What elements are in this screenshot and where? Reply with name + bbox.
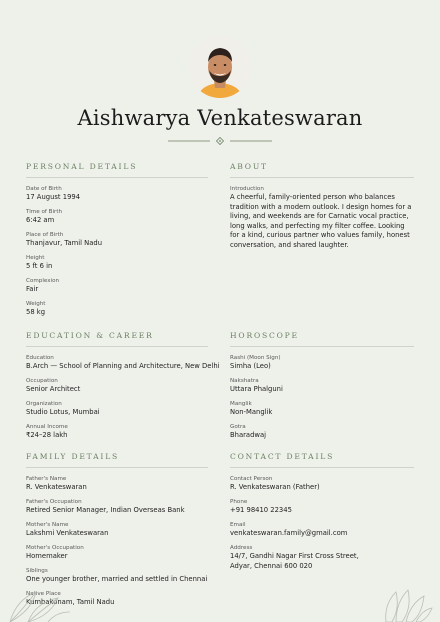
field-complexion: Complexion Fair <box>26 278 60 294</box>
field-organization: Organization Studio Lotus, Mumbai <box>26 401 100 417</box>
field-siblings: Siblings One younger brother, married and settled in Chennai <box>26 568 208 584</box>
field-date-of-birth: Date of Birth 17 August 1994 <box>26 186 81 201</box>
about-section <box>230 161 414 256</box>
field-weight: Weight 58 kg <box>26 301 46 317</box>
field-gotra: Gotra Bharadwaj <box>230 424 267 440</box>
field-occupation: Occupation Senior Architect <box>26 378 81 394</box>
field-introduction: Introduction A cheerful, family-oriented person who balances tradition with a modern outlook. I design homes for a living, and weekends are for Carnatic vocal practice, long walks, and perfecting my filter coffee. Looking for a kind, curious partner who values family, honest conversation, and shared laughter. <box>230 185 414 251</box>
field-address: Address 14/7, Gandhi Nagar First Cross Street, Adyar, Chennai 600 020 <box>230 545 359 571</box>
field-place-of-birth: Place of Birth Thanjavur, Tamil Nadu <box>26 232 103 248</box>
field-mothers-occupation: Mother's Occupation Homemaker <box>26 545 84 561</box>
field-contact-person: Contact Person R. Venkateswaran (Father) <box>230 476 320 491</box>
section-title: FAMILY DETAILS <box>26 451 208 468</box>
horoscope-section <box>230 330 414 446</box>
section-title: CONTACT DETAILS <box>230 451 414 468</box>
field-manglik: Manglik Non-Manglik <box>230 401 273 417</box>
section-title: PERSONAL DETAILS <box>26 161 208 178</box>
field-height: Height 5 ft 6 in <box>26 255 53 271</box>
field-email: Email venkateswaran.family@gmail.com <box>230 522 348 538</box>
education-career-section <box>26 330 220 446</box>
personal-details-section <box>26 161 208 324</box>
field-fathers-name: Father's Name R. Venkateswaran <box>26 476 87 491</box>
section-title: HOROSCOPE <box>230 330 414 347</box>
field-rashi: Rashi (Moon Sign) Simha (Leo) <box>230 355 281 370</box>
introduction-text: A cheerful, family-oriented person who balances tradition with a modern outlook. I design homes for a living, and weekends are for Carnatic vocal practice, long walks, and perfecting my filter coffee. Looking for a kind, curious partner who values family, honest conversation, and shared laughter. <box>230 193 412 249</box>
field-nakshatra: Nakshatra Uttara Phalguni <box>230 378 283 394</box>
field-mothers-name: Mother's Name Lakshmi Venkateswaran <box>26 522 109 538</box>
field-phone: Phone +91 98410 22345 <box>230 499 292 515</box>
profile-photo <box>189 36 251 98</box>
profile-name: Aishwarya Venkateswaran <box>77 106 363 130</box>
contact-details-section <box>230 451 414 577</box>
field-time-of-birth: Time of Birth 6:42 am <box>26 209 63 225</box>
leaf-decoration-left <box>6 586 72 622</box>
field-annual-income: Annual Income ₹24–28 lakh <box>26 424 68 440</box>
field-education: Education B.Arch — School of Planning and Architecture, New Delhi <box>26 355 220 370</box>
leaf-decoration-right <box>382 586 434 622</box>
ornament-divider <box>168 135 272 147</box>
field-native-place: Native Place Kumbakonam, Tamil Nadu <box>26 591 115 607</box>
portrait-illustration <box>189 36 251 98</box>
field-fathers-occupation: Father's Occupation Retired Senior Manager, Indian Overseas Bank <box>26 499 185 515</box>
section-title: EDUCATION & CAREER <box>26 330 208 347</box>
section-title: ABOUT <box>230 161 414 178</box>
